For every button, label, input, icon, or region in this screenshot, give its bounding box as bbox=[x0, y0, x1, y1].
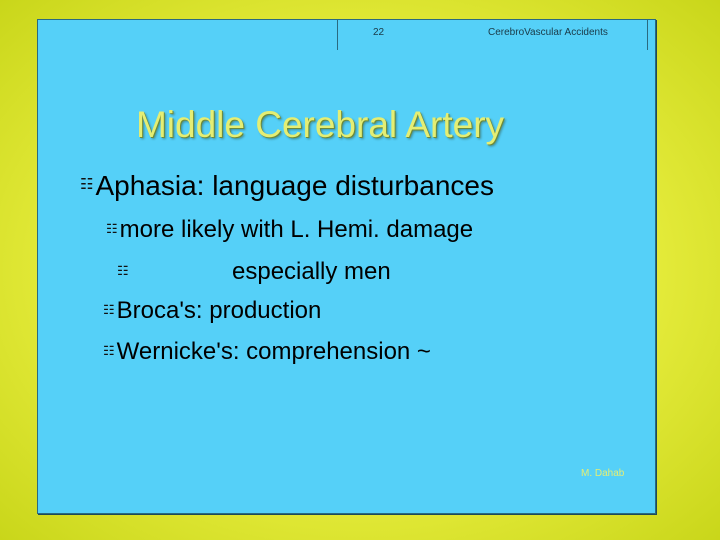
wifi-icon: ☷ bbox=[80, 176, 94, 193]
wifi-icon: ☷ bbox=[103, 343, 115, 358]
bullet-text: more likely with L. Hemi. damage bbox=[119, 216, 474, 243]
running-title: CerebroVascular Accidents bbox=[488, 27, 608, 38]
bullet-text: Aphasia: language disturbances bbox=[95, 170, 494, 201]
bullet-aphasia bbox=[80, 170, 494, 202]
slide-title: Middle Cerebral Artery bbox=[135, 104, 505, 145]
wifi-icon: ☷ bbox=[117, 263, 129, 278]
bullet-broca bbox=[103, 297, 321, 325]
wifi-icon: ☷ bbox=[106, 221, 118, 236]
bullet-text: Wernicke's: comprehension ~ bbox=[116, 338, 431, 365]
header-divider-right bbox=[647, 20, 648, 50]
bullet-men bbox=[117, 258, 391, 286]
wifi-icon: ☷ bbox=[103, 302, 115, 317]
footer-author: M. Dahab bbox=[581, 468, 625, 479]
bullet-text: Broca's: production bbox=[116, 297, 322, 324]
header-divider-left bbox=[337, 20, 338, 50]
slide-number: 22 bbox=[373, 27, 385, 38]
bullet-wernicke bbox=[103, 338, 431, 366]
bullet-text: especially men bbox=[232, 258, 391, 285]
bullet-left-hemi bbox=[106, 216, 473, 244]
